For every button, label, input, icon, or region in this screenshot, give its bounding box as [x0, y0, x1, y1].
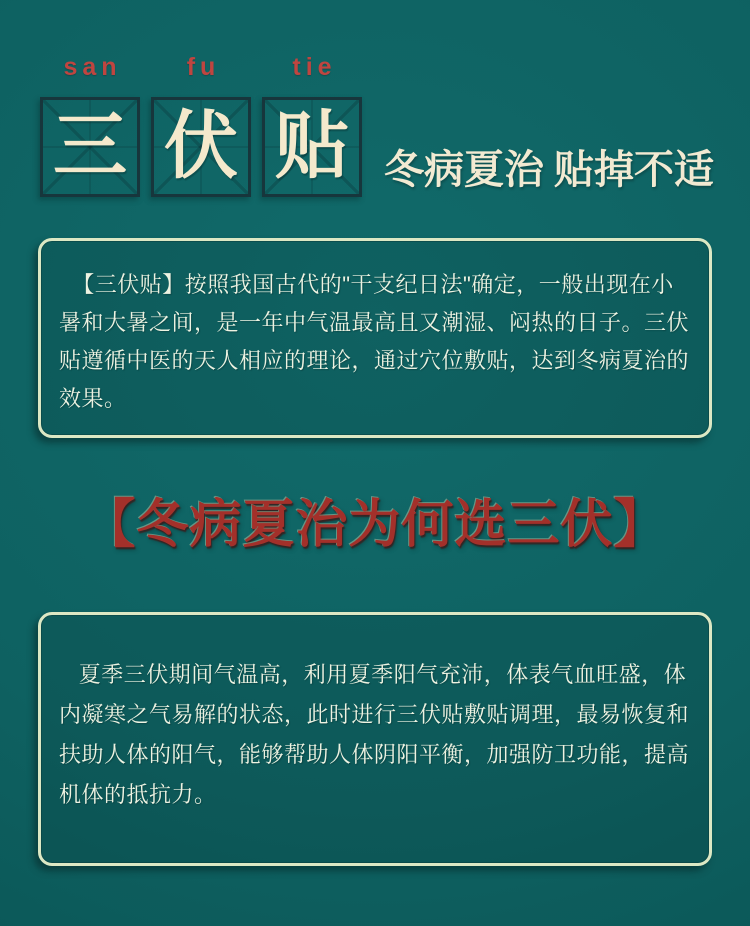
- headline: 冬病夏治 贴掉不适: [384, 147, 714, 192]
- character-cell: [151, 50, 251, 197]
- detail-text-line: 内凝寒之气易解的状态，此时进行三伏贴敷贴调理，最易恢复和: [59, 702, 690, 727]
- pinyin-label: fu: [186, 53, 221, 81]
- intro-panel: [38, 238, 712, 438]
- intro-text-line: 贴遵循中医的天人相应的理论，通过穴位敷贴，达到冬病夏治的: [59, 348, 690, 373]
- character-box: [40, 97, 140, 197]
- pinyin-label: tie: [292, 53, 337, 81]
- character-cell: [262, 50, 362, 197]
- character-glyph: 伏: [164, 106, 238, 188]
- character-box: [151, 97, 251, 197]
- character-grid: [40, 50, 362, 197]
- detail-text-line: 扶助人体的阳气，能够帮助人体阴阳平衡，加强防卫功能，提高: [59, 742, 690, 767]
- intro-text-line: 效果。: [59, 386, 127, 411]
- detail-panel: [38, 612, 712, 866]
- character-glyph: 三: [53, 106, 127, 188]
- header-row: [40, 50, 714, 197]
- section-title: 【冬病夏治为何选三伏】: [83, 497, 667, 554]
- intro-text-line: 暑和大暑之间，是一年中气温最高且又潮湿、闷热的日子。三伏: [59, 310, 690, 335]
- intro-text-line: 【三伏贴】按照我国古代的"干支纪日法"确定，一般出现在小: [72, 272, 674, 297]
- character-box: [262, 97, 362, 197]
- character-cell: [40, 50, 140, 197]
- detail-text-line: 机体的抵抗力。: [59, 782, 217, 807]
- detail-text-line: 夏季三伏期间气温高，利用夏季阳气充沛，体表气血旺盛，体: [78, 662, 687, 687]
- pinyin-label: san: [63, 53, 122, 81]
- character-glyph: 贴: [275, 106, 349, 188]
